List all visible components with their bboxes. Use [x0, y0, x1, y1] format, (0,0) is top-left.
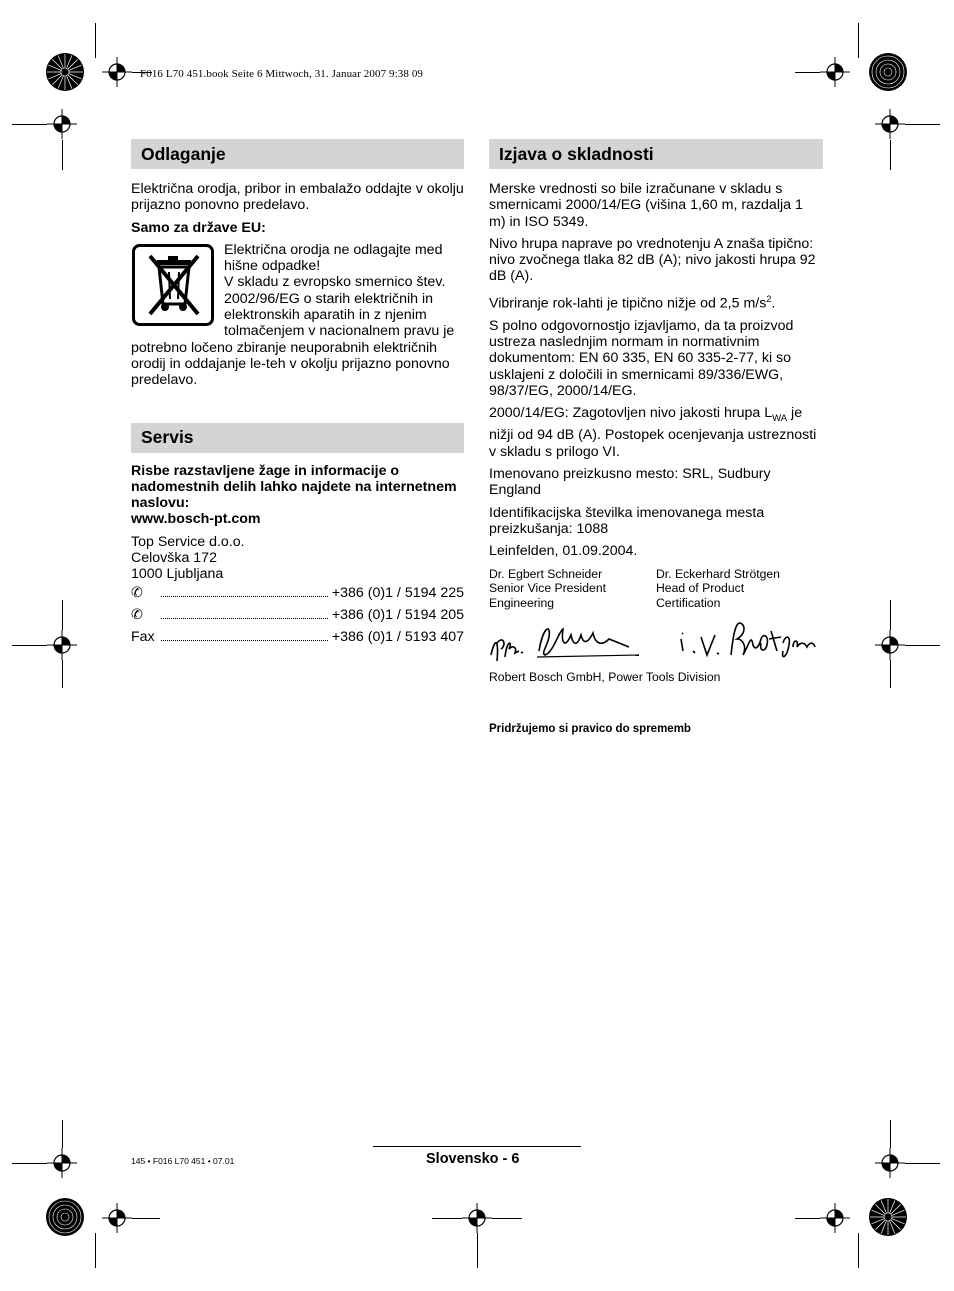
conformity-paragraph-2: Nivo hrupa naprave po vrednotenju A znaša tipično: nivo zvočnega tlaka 82 dB (A); nivo jakosti hrupa 92 dB (A).	[489, 235, 816, 285]
section-heading-service: Servis	[131, 423, 464, 453]
company-division: Robert Bosch GmbH, Power Tools Division	[489, 669, 721, 684]
phone-icon: ✆	[131, 584, 143, 601]
registration-rosette-icon	[45, 52, 85, 92]
phone-number[interactable]: +386 (0)1 / 5194 205	[331, 606, 464, 623]
fax-label: Fax	[131, 628, 155, 645]
section-heading-disposal: Odlaganje	[131, 139, 464, 169]
crosshair-icon	[47, 1148, 77, 1178]
registration-rosette-icon	[868, 52, 908, 92]
left-column	[131, 139, 464, 651]
crosshair-icon	[47, 109, 77, 139]
conformity-paragraph-3: Vibriranje rok-lahti je tipično nižje od 2,5 $m/s^2$.	[489, 293, 776, 312]
service-company: Top Service d.o.o.	[131, 533, 245, 550]
phone-icon: ✆	[131, 606, 143, 623]
conformity-paragraph-5: 2000/14/EG: Zagotovljen nivo jakosti hrupa $L_{WA}$ je nižji od 94 dB (A). Postopek ocenjevanja ustreznosti v skladu s prilogo VI.	[489, 405, 817, 460]
crosshair-icon	[462, 1203, 492, 1233]
conformity-paragraph-6: Imenovano preizkusno mesto: SRL, Sudbury England	[489, 466, 771, 499]
conformity-paragraph-1: Merske vrednosti so bile izračunane v skladu s smernicami 2000/14/EG (višina 1,60 m, razdalja 1 m) in ISO 5349.	[489, 181, 803, 230]
signatory-title: Head of Product	[656, 581, 745, 596]
phone-number[interactable]: +386 (0)1 / 5194 225	[331, 584, 464, 601]
crosshair-icon	[820, 1203, 850, 1233]
signatory-name: Dr. Egbert Schneider	[489, 566, 603, 581]
disposal-paragraph: Električna orodja, pribor in embalažo oddajte v okolju prijazno ponovno predelavo.	[131, 181, 464, 214]
handwritten-signature-icon	[673, 617, 823, 663]
leader-dots	[161, 639, 328, 641]
leader-dots	[161, 617, 328, 619]
weee-warning: Električna orodja ne odlagajte med hišne odpadke!	[224, 241, 443, 275]
signatory-1	[489, 567, 656, 611]
crosshair-icon	[875, 109, 905, 139]
crosshair-icon	[875, 630, 905, 660]
print-job-header: F016 L70 451.book Seite 6 Mittwoch, 31. Januar 2007 9:38 09	[140, 68, 424, 80]
right-column	[489, 139, 823, 737]
crosshair-icon	[875, 1148, 905, 1178]
section-heading-conformity: Izjava o skladnosti	[489, 139, 823, 169]
contact-row-fax	[131, 629, 464, 651]
signatories	[489, 567, 823, 611]
crosshair-icon	[102, 57, 132, 87]
signatory-title: Senior Vice President	[489, 581, 606, 596]
crosshair-icon	[47, 630, 77, 660]
weee-directive-text: V skladu z evropsko smernico štev. 2002/96/EG o starih električnih in elektronskih aparatih in z njenim tolmačenjem v nacionalnem pravu je potrebno ločeno zbiranje neuporabnih električnih orodij in oddajanje le-teh v okolju prijazno ponovno predelavo.	[131, 274, 455, 389]
reservation-notice: Pridržujemo si pravico do sprememb	[489, 723, 691, 736]
contact-row-phone-2	[131, 607, 464, 629]
fax-number[interactable]: +386 (0)1 / 5193 407	[331, 628, 464, 645]
service-street: Celovška 172	[131, 550, 217, 567]
conformity-paragraph-7: Identifikacijska številka imenovanega mesta preizkušanja: 1088	[489, 504, 765, 537]
weee-block	[131, 242, 464, 389]
eu-only-label: Samo za države EU:	[131, 219, 266, 236]
crosshair-icon	[820, 57, 850, 87]
footer-divider	[373, 1146, 581, 1147]
signatory-title: Engineering	[489, 596, 555, 611]
service-url-link[interactable]: www.bosch-pt.com	[131, 511, 261, 528]
conformity-date: Leinfelden, 01.09.2004.	[489, 543, 638, 560]
signatory-2	[656, 567, 823, 611]
leader-dots	[161, 595, 328, 597]
contact-row-phone-1	[131, 585, 464, 607]
crosshair-icon	[102, 1203, 132, 1233]
signatory-title: Certification	[656, 596, 721, 611]
conformity-paragraph-4: S polno odgovornostjo izjavljamo, da ta proizvod ustreza naslednjim normam in normativnim dokumentom: EN 60 335, EN 60 335-2-77, ki so usklajeni z določili in smernicami 89/336/EWG, 98/37/EG, 2000/14/EG.	[489, 317, 794, 399]
crossed-out-wheelie-bin-icon	[132, 244, 214, 326]
handwritten-signature-icon	[489, 617, 673, 663]
service-info-text: Risbe razstavljene žage in informacije o nadomestnih delih lahko najdete na internetnem naslovu:	[131, 462, 457, 512]
registration-rosette-icon	[868, 1197, 908, 1237]
contact-list	[131, 585, 464, 651]
signature-images	[489, 617, 823, 663]
footer-page-label: Slovensko - 6	[426, 1151, 520, 1167]
registration-rosette-icon	[45, 1197, 85, 1237]
signatory-name: Dr. Eckerhard Strötgen	[656, 566, 780, 581]
footer-document-code: 145 • F016 L70 451 • 07.01	[131, 1156, 235, 1166]
service-city: 1000 Ljubljana	[131, 566, 224, 583]
